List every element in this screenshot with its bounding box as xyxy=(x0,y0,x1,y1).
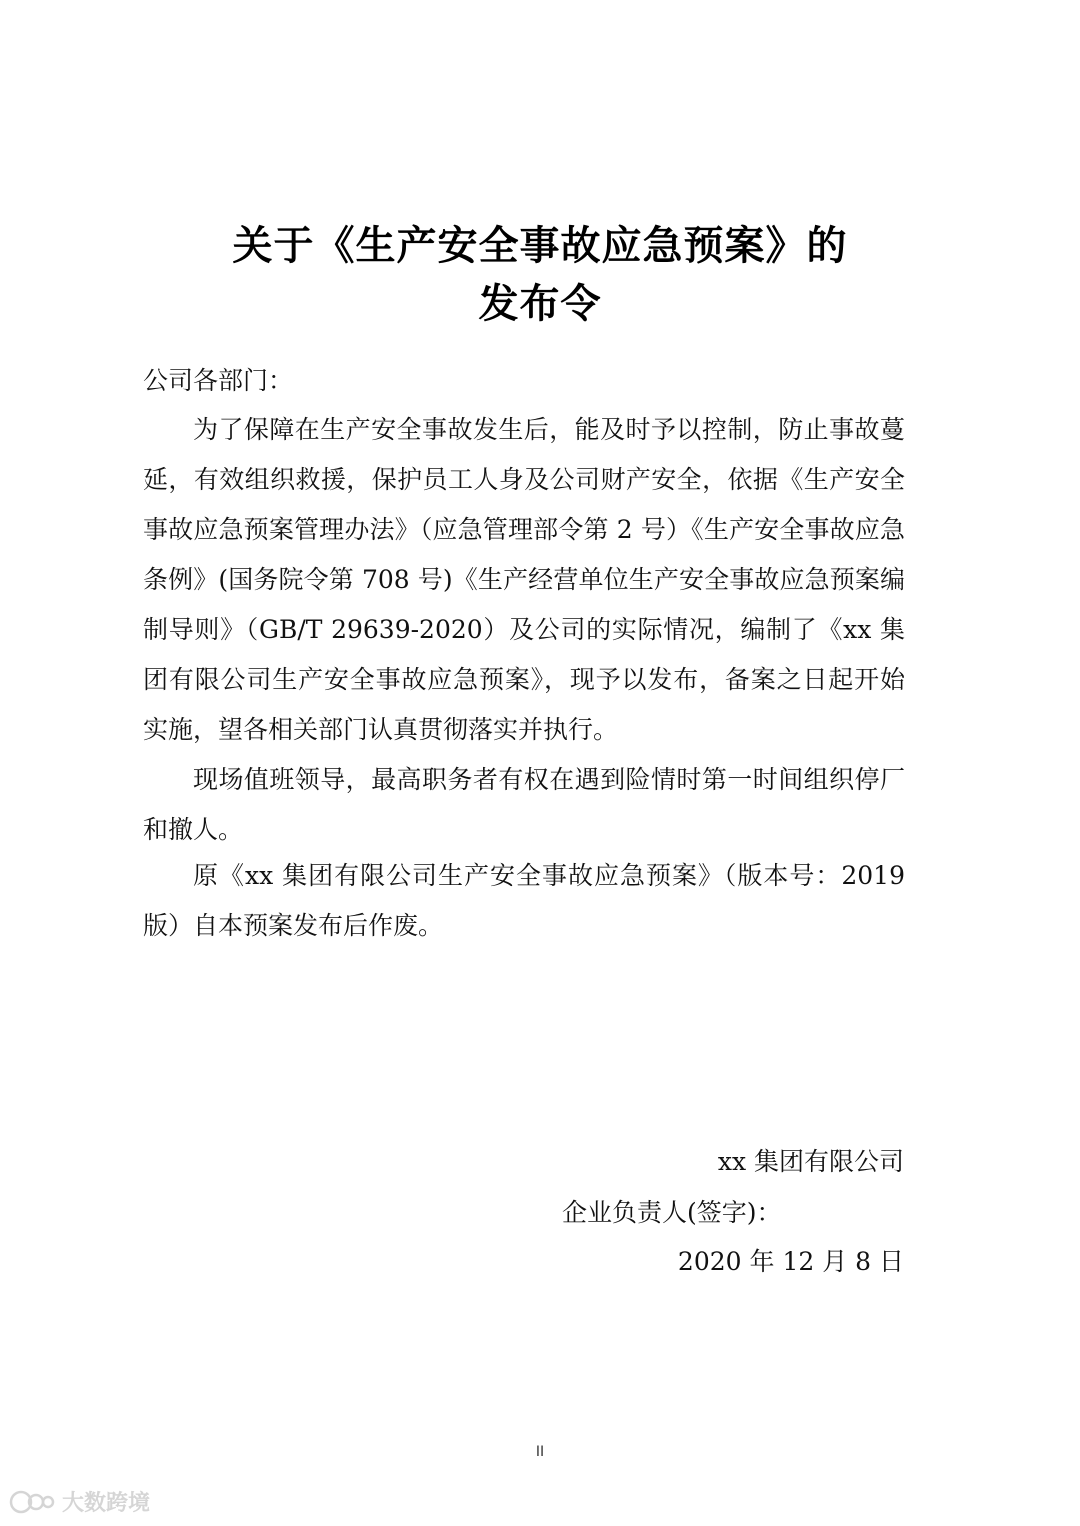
body-paragraph-2: 现场值班领导，最高职务者有权在遇到险情时第一时间组织停厂和撤人。 xyxy=(143,765,905,844)
watermark xyxy=(8,1488,158,1516)
body-paragraph-3: 原《xx 集团有限公司生产安全事故应急预案》（版本号：2019 版）自本预案发布后作废。 xyxy=(143,861,905,940)
body-paragraph-1: 为了保障在生产安全事故发生后，能及时予以控制，防止事故蔓延，有效组织救援，保护员工人身及公司财产安全，依据《生产安全事故应急预案管理办法》（应急管理部令第 2 号）《生产安全事故应急条例》(国务院令第 708 号)《生产经营单位生产安全事故应急预案编制导则》（GB/T 29639-2020）及公司的实际情况，编制了《xx 集团有限公司生产安全事故应急预案》，现予以发布，备案之日起开始实施，望各相关部门认真贯彻落实并执行。 xyxy=(143,415,905,744)
signature-representative: 企业负责人(签字)： xyxy=(562,1198,782,1227)
salutation: 公司各部门： xyxy=(143,366,294,395)
signature-company: xx 集团有限公司 xyxy=(717,1147,904,1176)
signature-date: 2020 年 12 月 8 日 xyxy=(677,1247,904,1276)
document-title-line2: 发布令 xyxy=(478,281,602,327)
logo-icon xyxy=(8,1489,56,1515)
page-number: II xyxy=(535,1444,545,1460)
svg-text:大数跨境: 大数跨境 xyxy=(62,1491,151,1516)
document-title-line1: 关于《生产安全事故应急预案》的 xyxy=(232,223,848,269)
watermark-text-graphic xyxy=(62,1488,158,1516)
